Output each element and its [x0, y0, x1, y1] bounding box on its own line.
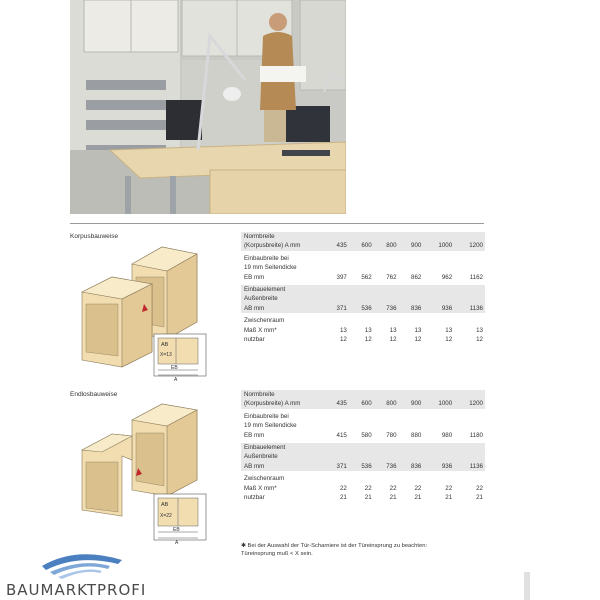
- row-label: Normbreite: [241, 232, 324, 241]
- table-row: [241, 399, 485, 408]
- table-cell: 13: [389, 326, 397, 334]
- table-cell: [324, 390, 349, 399]
- table-cell: [324, 254, 349, 263]
- logo-mark-icon: [6, 548, 136, 580]
- spec-table-endlosbauweise: [241, 390, 485, 502]
- table-row: [241, 263, 485, 272]
- table-cell: 536: [349, 304, 374, 313]
- row-label: nutzbar: [244, 494, 265, 502]
- table-cell: 1200: [454, 241, 485, 250]
- page-scrollbar[interactable]: [524, 572, 530, 600]
- diagram-label-a: A: [175, 540, 179, 546]
- table-cell: 22: [339, 484, 347, 492]
- table-cell: [349, 421, 374, 430]
- table-cell: [423, 474, 454, 483]
- table-cell: 736: [374, 304, 399, 313]
- table-cell: [399, 474, 424, 483]
- row-label: (Korpusbreite) A mm: [241, 399, 324, 408]
- section-divider: [70, 223, 484, 224]
- table-cell: [423, 254, 454, 263]
- table-cell: [423, 285, 454, 294]
- table-cell: 13: [476, 326, 483, 334]
- diagram-label-eb: EB: [171, 365, 178, 371]
- table-cell: 22: [476, 484, 483, 492]
- table-cell: [454, 412, 485, 421]
- row-label: Einbaubreite bei: [244, 254, 289, 262]
- table-cell: 13: [364, 326, 372, 334]
- table-cell: [454, 443, 485, 452]
- table-cell: [399, 285, 424, 294]
- table-cell: [349, 412, 374, 421]
- footnote-line-1: ✱ Bei der Auswahl der Tür-Scharniere ist der Türeinsprung zu beachten:: [241, 543, 428, 549]
- diagram-label-ab: AB: [161, 502, 169, 508]
- table-row: [241, 421, 485, 430]
- table-cell: 980: [441, 431, 453, 439]
- table-cell: 21: [445, 494, 453, 502]
- table-cell: [454, 452, 485, 461]
- table-cell: [399, 421, 424, 430]
- table-cell: 536: [349, 462, 374, 471]
- table-row: [241, 241, 485, 250]
- table-cell: [349, 285, 374, 294]
- table-cell: [423, 263, 454, 272]
- table-cell: 900: [399, 399, 424, 408]
- table-cell: [399, 316, 424, 325]
- row-label: Einbauelement: [241, 443, 324, 452]
- table-cell: [349, 443, 374, 452]
- table-cell: 862: [411, 273, 422, 281]
- spec-table-korpusbauweise: [241, 232, 485, 344]
- table-cell: 21: [339, 494, 347, 502]
- table-cell: 1200: [454, 399, 485, 408]
- table-cell: [423, 232, 454, 241]
- table-row: [241, 443, 485, 452]
- row-label: 19 mm Seitendicke: [244, 422, 297, 430]
- table-cell: 880: [411, 431, 422, 439]
- table-cell: 900: [399, 241, 424, 250]
- table-cell: 1000: [423, 399, 454, 408]
- table-cell: [423, 452, 454, 461]
- row-label: Einbaubreite bei: [244, 412, 289, 420]
- table-cell: [349, 316, 374, 325]
- table-row: [241, 285, 485, 294]
- row-label: EB mm: [244, 273, 265, 281]
- logo-text: BAUMARKTPROFI: [6, 581, 147, 599]
- table-cell: [423, 316, 454, 325]
- table-cell: 1162: [469, 273, 483, 281]
- diagram-label-x: X=22: [160, 513, 172, 519]
- diagram-label-x: X=13: [160, 352, 172, 358]
- row-label: Außenbreite: [241, 294, 324, 303]
- table-cell: 12: [414, 336, 422, 344]
- table-cell: 836: [399, 304, 424, 313]
- table-cell: 22: [389, 484, 397, 492]
- table-row: [241, 316, 485, 325]
- baumarktprofi-logo: [6, 548, 176, 598]
- table-row: [241, 273, 485, 282]
- table-cell: 22: [445, 484, 453, 492]
- footnote-line-2: Türeinsprung muß < X sein.: [241, 551, 313, 557]
- diagram-label-ab: AB: [161, 342, 169, 348]
- table-cell: [374, 294, 399, 303]
- table-cell: 397: [336, 273, 347, 281]
- table-cell: 13: [339, 326, 347, 334]
- table-cell: [399, 263, 424, 272]
- table-cell: 600: [349, 241, 374, 250]
- table-cell: [374, 316, 399, 325]
- table-cell: 1136: [454, 462, 485, 471]
- table-cell: [324, 232, 349, 241]
- table-cell: [423, 294, 454, 303]
- table-cell: 435: [324, 399, 349, 408]
- table-cell: 13: [445, 326, 453, 334]
- table-cell: [454, 316, 485, 325]
- table-cell: 580: [361, 431, 372, 439]
- table-cell: [399, 452, 424, 461]
- table-cell: [423, 443, 454, 452]
- table-cell: [423, 421, 454, 430]
- table-row: [241, 254, 485, 263]
- korpusbauweise-diagram: [72, 242, 222, 387]
- table-cell: 1136: [454, 304, 485, 313]
- table-cell: [454, 421, 485, 430]
- office-furniture-photo: [70, 0, 346, 214]
- table-cell: [454, 474, 485, 483]
- row-label: 19 mm Seitendicke: [244, 264, 297, 272]
- table-cell: [454, 285, 485, 294]
- office-photo-illustration: [70, 0, 346, 214]
- table-row: [241, 304, 485, 313]
- table-cell: [423, 390, 454, 399]
- table-cell: 22: [414, 484, 422, 492]
- table-cell: [349, 474, 374, 483]
- table-cell: [374, 254, 399, 263]
- table-cell: 800: [374, 241, 399, 250]
- table-cell: 12: [364, 336, 372, 344]
- row-label: Außenbreite: [241, 452, 324, 461]
- row-label: EB mm: [244, 431, 265, 439]
- table-cell: [423, 412, 454, 421]
- table-row: [241, 390, 485, 399]
- table-cell: 13: [414, 326, 422, 334]
- table-cell: 435: [324, 241, 349, 250]
- cabinet-endless-illustration: [72, 400, 222, 550]
- cabinet-illustration: [72, 242, 222, 382]
- endlosbauweise-diagram: [72, 400, 222, 555]
- table-cell: 12: [339, 336, 347, 344]
- table-cell: [324, 294, 349, 303]
- table-row: [241, 493, 485, 502]
- table-cell: [324, 263, 349, 272]
- table-row: [241, 412, 485, 421]
- row-label: nutzbar: [244, 336, 265, 344]
- table-cell: 1000: [423, 241, 454, 250]
- table-cell: [399, 443, 424, 452]
- table-cell: 21: [364, 494, 372, 502]
- table-row: [241, 326, 485, 335]
- table-cell: 21: [414, 494, 422, 502]
- table-cell: 21: [389, 494, 397, 502]
- table-cell: [374, 412, 399, 421]
- table-cell: [349, 390, 374, 399]
- table-cell: [454, 263, 485, 272]
- table-row: [241, 484, 485, 493]
- table-cell: [349, 254, 374, 263]
- table-cell: 12: [389, 336, 397, 344]
- table-cell: 1180: [469, 431, 483, 439]
- table-cell: 836: [399, 462, 424, 471]
- diagram-label-eb: EB: [173, 527, 180, 533]
- table-cell: 371: [324, 462, 349, 471]
- table-cell: 600: [349, 399, 374, 408]
- table-row: [241, 462, 485, 471]
- table-cell: [324, 474, 349, 483]
- table-cell: [374, 474, 399, 483]
- table-cell: [324, 452, 349, 461]
- table-cell: 12: [445, 336, 453, 344]
- table-row: [241, 474, 485, 483]
- table-cell: [374, 452, 399, 461]
- table-cell: [399, 232, 424, 241]
- table-cell: [454, 390, 485, 399]
- table-cell: 800: [374, 399, 399, 408]
- table-cell: [324, 285, 349, 294]
- row-label: AB mm: [241, 462, 324, 471]
- table-cell: [374, 232, 399, 241]
- table-row: [241, 431, 485, 440]
- table-cell: [454, 294, 485, 303]
- table-row: [241, 335, 485, 344]
- row-label: Einbauelement: [241, 285, 324, 294]
- table-cell: [399, 294, 424, 303]
- row-label: (Korpusbreite) A mm: [241, 241, 324, 250]
- table-cell: [374, 443, 399, 452]
- table-cell: 562: [361, 273, 372, 281]
- table-cell: [399, 390, 424, 399]
- table-cell: 371: [324, 304, 349, 313]
- table-cell: 736: [374, 462, 399, 471]
- table-cell: [324, 421, 349, 430]
- row-label: Maß X mm*: [244, 484, 277, 492]
- table-cell: [349, 294, 374, 303]
- table-cell: 936: [423, 462, 454, 471]
- row-label: AB mm: [241, 304, 324, 313]
- table-cell: [324, 316, 349, 325]
- row-label: Maß X mm*: [244, 326, 277, 334]
- table-cell: [349, 263, 374, 272]
- table-cell: [324, 412, 349, 421]
- table-row: [241, 232, 485, 241]
- table-cell: 12: [476, 336, 483, 344]
- section-label-korpusbauweise: Korpusbauweise: [70, 233, 119, 240]
- row-label: Zwischenraum: [244, 475, 285, 483]
- table-cell: 780: [386, 431, 397, 439]
- table-cell: [374, 263, 399, 272]
- table-cell: 22: [364, 484, 372, 492]
- table-cell: [374, 390, 399, 399]
- table-cell: 936: [423, 304, 454, 313]
- table-cell: [399, 412, 424, 421]
- table-cell: [454, 254, 485, 263]
- table-row: [241, 294, 485, 303]
- table-cell: [374, 421, 399, 430]
- table-cell: 21: [476, 494, 483, 502]
- section-label-endlosbauweise: Endlosbauweise: [70, 391, 118, 398]
- table-cell: [374, 285, 399, 294]
- diagram-label-a: A: [174, 377, 178, 382]
- row-label: Normbreite: [241, 390, 324, 399]
- table-row: [241, 452, 485, 461]
- table-cell: 762: [386, 273, 397, 281]
- table-cell: [349, 232, 374, 241]
- table-cell: 962: [441, 273, 453, 281]
- table-cell: 415: [336, 431, 347, 439]
- table-cell: [324, 443, 349, 452]
- table-cell: [399, 254, 424, 263]
- table-cell: [454, 232, 485, 241]
- row-label: Zwischenraum: [244, 317, 285, 325]
- footnote: [241, 542, 491, 558]
- table-cell: [349, 452, 374, 461]
